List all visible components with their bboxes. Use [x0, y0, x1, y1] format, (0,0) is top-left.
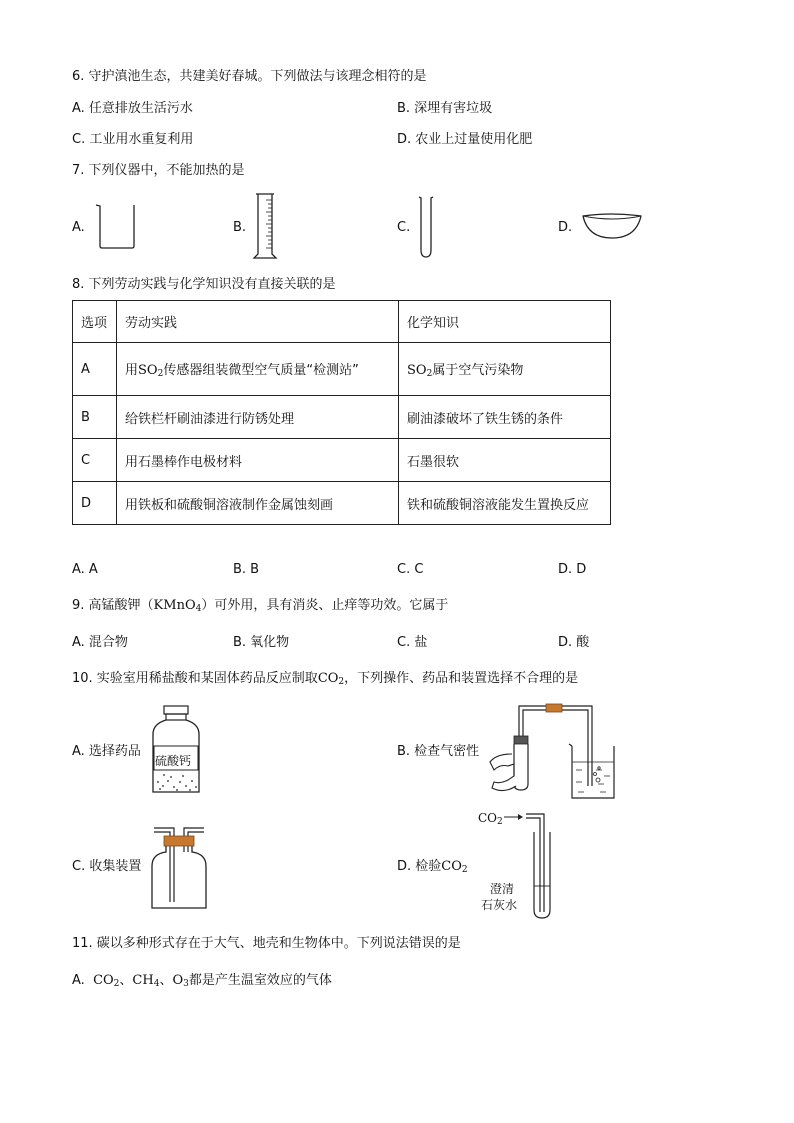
q8-row-b-option: B [73, 396, 117, 439]
evaporating-dish-icon [580, 210, 644, 242]
table-row [73, 343, 611, 396]
q9-option-d: D. 酸 [558, 635, 590, 650]
beaker-icon [94, 202, 138, 250]
q8-answer-a: A. A [72, 562, 98, 577]
q11-option-a: A. $CO_2$、$CH_4$、$O_3$都是产生温室效应的气体 [72, 973, 332, 989]
q10-option-d: D. 检验$CO_2$ [397, 859, 468, 875]
q6-option-c: C. 工业用水重复利用 [72, 132, 194, 147]
q8-answer-d: D. D [558, 562, 587, 577]
q8-row-a-option: A [73, 343, 117, 396]
table-row [73, 396, 611, 439]
q9-option-a: A. 混合物 [72, 635, 128, 650]
q7-label-b: B. [233, 220, 247, 235]
q10-stem: 10. 实验室用稀盐酸和某固体药品反应制取$CO_2$，下列操作、药品和装置选择不合理的是 [72, 671, 579, 687]
reagent-bottle-icon [150, 704, 202, 796]
q10-option-b: B. 检查气密性 [397, 744, 480, 759]
q7-label-d: D. [558, 220, 573, 235]
q8-stem: 8. 下列劳动实践与化学知识没有直接关联的是 [72, 277, 336, 292]
q8-row-d-knowledge: 铁和硫酸铜溶液能发生置换反应 [399, 482, 611, 525]
q8-row-c-practice: 用石墨棒作电极材料 [117, 439, 399, 482]
q8-header-practice: 劳动实践 [117, 301, 399, 343]
q8-row-c-option: C [73, 439, 117, 482]
q9-stem: 9. 高锰酸钾（KMnO$_4$）可外用，具有消炎、止痒等功效。它属于 [72, 598, 449, 614]
q9-option-c: C. 盐 [397, 635, 428, 650]
q8-answer-b: B. B [233, 562, 260, 577]
table-row [73, 439, 611, 482]
graduated-cylinder-icon [252, 192, 278, 262]
q8-row-a-knowledge: $SO_2$属于空气污染物 [399, 343, 611, 396]
table-row [73, 482, 611, 525]
test-tube-icon [416, 194, 436, 260]
q9-option-b: B. 氧化物 [233, 635, 290, 650]
reagent-bottle-label: 硫酸钙 [155, 754, 192, 768]
q8-header-option: 选项 [73, 301, 117, 343]
q8-table [72, 300, 611, 525]
q8-row-c-knowledge: 石墨很软 [399, 439, 611, 482]
q8-header-knowledge: 化学知识 [399, 301, 611, 343]
q8-row-a-practice: 用$SO_2$传感器组装微型空气质量“检测站” [117, 343, 399, 396]
q8-row-b-knowledge: 刷油漆破坏了铁生锈的条件 [399, 396, 611, 439]
q10-option-a: A. 选择药品 [72, 744, 141, 759]
gas-collection-bottle-icon [146, 818, 212, 910]
q7-label-a: A. [72, 220, 85, 235]
q7-label-c: C. [397, 220, 411, 235]
airtightness-check-apparatus-icon [486, 700, 616, 804]
q7-stem: 7. 下列仪器中，不能加热的是 [72, 163, 245, 178]
q6-option-b: B. 深埋有害垃圾 [397, 101, 493, 116]
q6-stem: 6. 守护滇池生态，共建美好春城。下列做法与该理念相符的是 [72, 69, 427, 84]
q8-row-b-practice: 给铁栏杆刷油漆进行防锈处理 [117, 396, 399, 439]
q10-option-c: C. 收集装置 [72, 859, 142, 874]
q8-row-d-practice: 用铁板和硫酸铜溶液制作金属蚀刻画 [117, 482, 399, 525]
q11-stem: 11. 碳以多种形式存在于大气、地壳和生物体中。下列说法错误的是 [72, 936, 461, 951]
limewater-label-line2: 石灰水 [481, 898, 518, 912]
q6-option-d: D. 农业上过量使用化肥 [397, 132, 533, 147]
q8-answer-c: C. C [397, 562, 424, 577]
limewater-label-line1: 澄清 [490, 882, 515, 896]
co2-inlet-label: $CO_2$ [478, 811, 503, 827]
q8-row-d-option: D [73, 482, 117, 525]
q6-option-a: A. 任意排放生活污水 [72, 101, 193, 116]
